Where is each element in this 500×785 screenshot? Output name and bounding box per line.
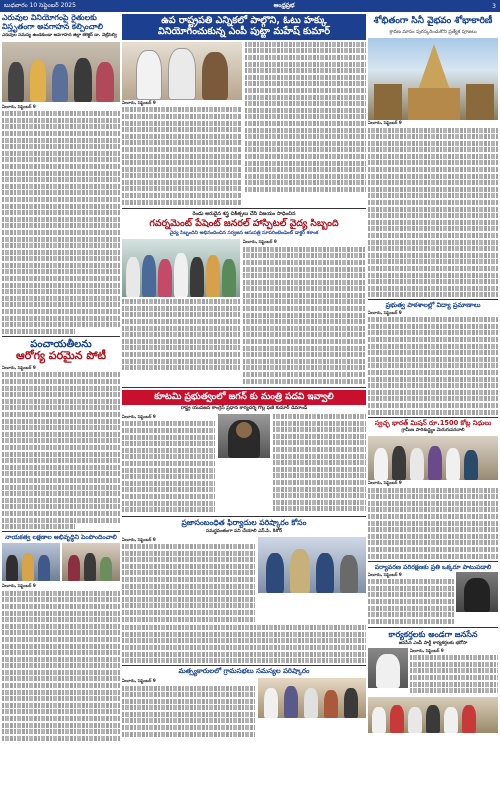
middle-column: [122, 14, 366, 785]
top-story-body-2: [245, 42, 366, 192]
janasena-story-subhead: జనసేన ఎంపీ పార్టీ కార్యకర్తలకు భరోసా: [398, 640, 468, 646]
story-fertilizer-headline-1: ఎరువుల వినియోగంపై రైతులకు: [2, 14, 97, 22]
story-panchayat: [2, 339, 120, 363]
top-story-body-1: [122, 100, 242, 205]
sanitation-story-headline: స్వచ్ఛ భారత్ మిషన్ రూ.1500 కోట్ల నిధులు: [374, 418, 492, 427]
story-fertilizer-photo: [2, 42, 120, 102]
top-story-headline-2: వినియోగించుకున్న ఎంపీ పుట్టా మహేష్ కుమార్: [157, 25, 331, 37]
temple-story-body: [368, 120, 498, 297]
hospital-story-headline: గవర్నమెంట్ పేషెంట్ జనరల్ హాస్పిటల్ వైద్య సిబ్బంది: [149, 218, 339, 229]
school-story-body: [368, 310, 498, 415]
top-story-dateline: ఏలూరు, సెప్టెంబర్ 9: [122, 99, 156, 105]
story-fertilizer-dateline: ఏలూరు, సెప్టెంబర్ 9: [2, 103, 36, 109]
sp-story-body-2: [122, 625, 366, 663]
story-leadership-body: [2, 583, 120, 741]
sp-story-photo: [258, 537, 366, 593]
right-column: [368, 14, 498, 785]
hospital-story-photo: [122, 239, 240, 297]
story-fertilizer-body: [2, 104, 120, 334]
hospital-story-body-1: [122, 299, 240, 370]
jagan-story-body-2: [273, 414, 366, 514]
sanitation-story-photo: [368, 436, 498, 480]
temple-story-dateline: ఏలూరు, సెప్టెంబర్ 9: [368, 120, 402, 125]
story-panchayat-body: [2, 365, 120, 529]
environment-story-headline: పర్యావరణ పరిరక్షణకు ప్రతి ఒక్కరూ పాటుపడాలి: [374, 563, 492, 571]
jagan-story-banner: [122, 390, 366, 404]
story-leadership-dateline: ఏలూరు, సెప్టెంబర్ 9: [2, 583, 36, 589]
environment-story-photo: [456, 572, 498, 612]
fisher-story-dateline: ఏలూరు, సెప్టెంబర్ 9: [122, 678, 156, 684]
story-leadership-photo-1: [2, 543, 60, 581]
masthead: [0, 0, 500, 12]
hospital-story-subhead: వైద్య సిబ్బందిని అభినందించిన సర్వజన ఆసుపత్రి సూపరింటెండెంట్ డాక్టర్ శశాంక: [169, 230, 319, 236]
janasena-story-headline: కార్యకర్తలకు అండగా జనసేన: [388, 630, 478, 640]
jagan-story-headline: కూటమి ప్రభుత్వంలో జగన్ కు మంత్రి పదవి ఇవ్వాలి: [154, 392, 334, 403]
sp-story-body-1: [122, 537, 255, 624]
top-story-photo: [122, 42, 242, 100]
school-story-dateline: ఏలూరు, సెప్టెంబర్ 9: [368, 309, 402, 315]
sp-story-headline: ప్రజాసంబంధిత ఫిర్యాదుల పరిష్కారం కోసం: [181, 517, 307, 527]
fisher-story-body: [122, 678, 255, 738]
janasena-story-body: [410, 648, 498, 695]
sanitation-story-dateline: ఏలూరు, సెప్టెంబర్ 9: [368, 480, 402, 486]
temple-story-photo: [368, 38, 498, 120]
story-panchayat-headline-2: ఆరోగ్య పరమైన పోటీ: [15, 349, 107, 363]
jagan-story-body-1: [122, 414, 215, 514]
issue-date: బుధవారం 10 సెప్టెంబర్ 2025: [4, 2, 76, 9]
page-number: 3: [492, 2, 496, 10]
fisher-story-photo: [258, 678, 366, 718]
left-column: [2, 14, 120, 785]
sp-story-dateline: ఏలూరు, సెప్టెంబర్ 9: [122, 536, 156, 542]
jagan-story-dateline: ఏలూరు, సెప్టెంబర్ 9: [122, 413, 156, 419]
hospital-story-dateline: ఏలూరు, సెప్టెంబర్ 9: [243, 239, 277, 245]
story-leadership: [2, 534, 120, 741]
story-panchayat-headline-1: పంచాయతీలను: [30, 338, 92, 350]
temple-story-subhead: శ్రావణ మాసం పురస్కరించుకొని ప్రత్యేక పూజలు: [389, 30, 477, 35]
temple-story-headline: శోభితంగా సినీ వైభవం శోభాకారిణీ: [368, 14, 498, 30]
top-story-banner: [122, 14, 366, 40]
story-panchayat-dateline: ఏలూరు, సెప్టెంబర్ 9: [2, 364, 36, 370]
paper-name: ఆంధ్రప్రభ: [273, 2, 295, 9]
fisher-story-headline: మత్స్యకారులలో గ్రామసభలు సమస్యల పరిష్కారం: [178, 667, 310, 676]
hospital-story-body-2: [243, 239, 366, 385]
janasena-group-photo: [368, 697, 498, 733]
environment-story-dateline: ఏలూరు, సెప్టెంబర్ 9: [368, 571, 402, 577]
story-fertilizer: [2, 14, 120, 334]
sanitation-story-body: [368, 480, 498, 558]
environment-story-body: [368, 572, 454, 626]
story-fertilizer-headline-2: విస్తృతంగా అవగాహన కల్పించాలి: [2, 21, 103, 31]
janasena-story-photo: [368, 648, 408, 688]
jagan-story-subhead: రాష్ట్ర యువజన కాంగ్రెస్ ప్రధాన కార్యదర్శి గొల్ల ఫణి కుమార్ డిమాండ్: [180, 405, 308, 411]
story-leadership-photo-2: [62, 543, 120, 581]
sp-story-subhead: సమర్థవంతంగా పని చేయాలి ఎస్.పి. కిశోర్: [206, 528, 282, 534]
janasena-story-dateline: ఏలూరు, సెప్టెంబర్ 9: [410, 647, 444, 653]
sanitation-story-subhead: గ్రామీణ పారిశుద్ధ్యం మెరుగుపరచాలి: [401, 428, 465, 434]
school-story-headline: ప్రభుత్వ పాఠశాలల్లో విద్యా ప్రమాణాలు: [385, 301, 481, 310]
jagan-story-photo: [218, 414, 270, 458]
story-fertilizer-subhead: ఎరువుల సమస్య ఉండకుండా అవగాహన జిల్లా కలెక్టర్ డా. వెట్రిసెల్వి: [2, 32, 117, 38]
top-story-headline-1: ఉప రాష్ట్రపతి ఎన్నికలో పాల్గొని, ఓటు హక్కు: [161, 15, 327, 26]
story-leadership-headline: నాయకత్వ లక్షణాల అభివృద్ధిని పెంపొందించాలి: [5, 534, 117, 542]
hospital-story-kicker: రెండు అరుదైన శస్త్ర చికిత్సలు చేసి విజయం సాధించిన: [192, 211, 296, 218]
